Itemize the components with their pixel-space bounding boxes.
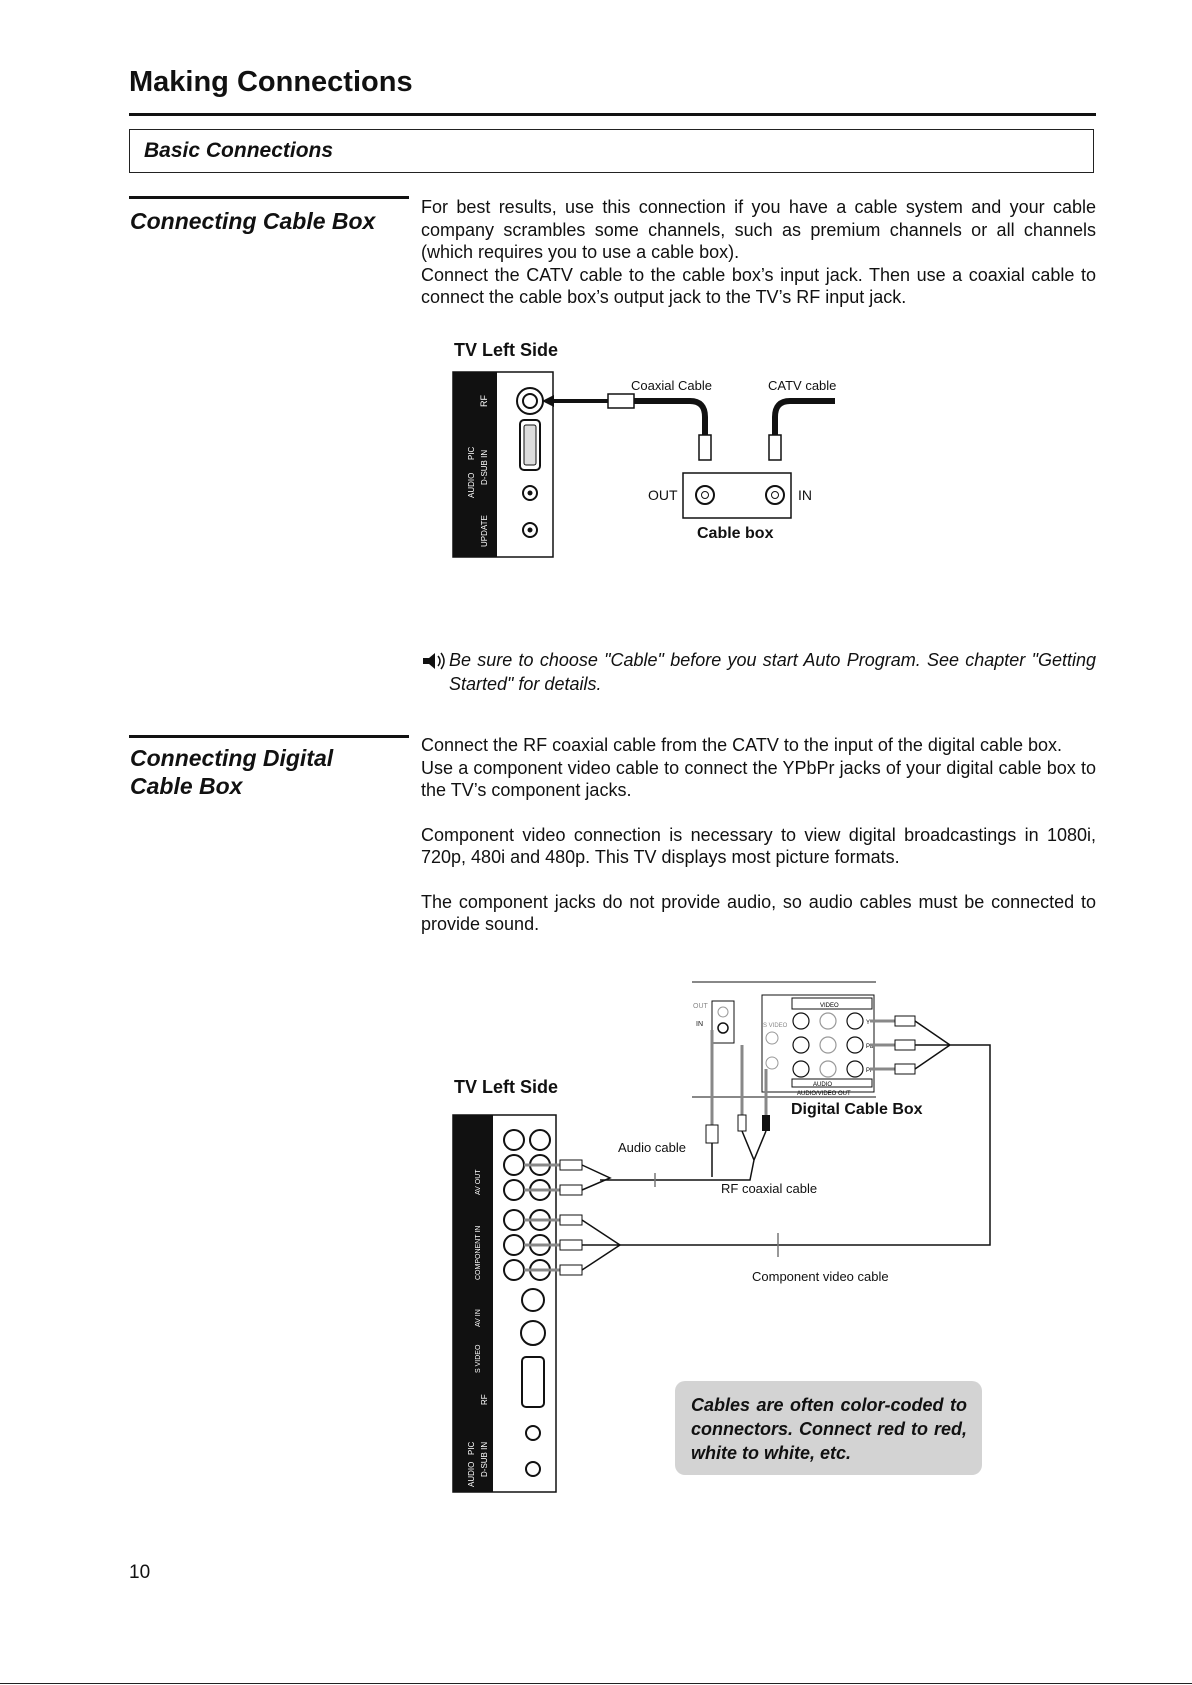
svg-text:OUT: OUT: [693, 1003, 708, 1010]
page-number: 10: [129, 1562, 151, 1583]
cable-box-rule: [129, 196, 409, 199]
cable-box-paragraph-1: For best results, use this connection if you have a cable system and your cable company scrambles some channels, such as premium channels or all channels (which requires you to use a cable box).: [421, 197, 1096, 262]
in-label: IN: [798, 487, 812, 503]
note-text: Be sure to choose "Cable" before you start Auto Program. See chapter "Getting Started" for details.: [449, 650, 1096, 694]
digital-box-paragraph-4: The component jacks do not provide audio, so audio cables must be connected to provide sound.: [421, 891, 1096, 934]
digital-box-heading-line-2: Cable Box: [130, 773, 243, 799]
cable-box-heading: Connecting Cable Box: [130, 208, 376, 234]
svg-text:AV OUT: AV OUT: [475, 1169, 482, 1195]
cable-box-label: Cable box: [697, 525, 774, 542]
panel-rf-label: RF: [479, 395, 489, 407]
out-label: OUT: [648, 487, 678, 503]
digital-box-paragraph-3: Component video connection is necessary to view digital broadcastings in 1080i, 720p, 480i and 480p. This TV displays most picture formats.: [421, 824, 1096, 867]
digital-box-heading: [130, 744, 430, 800]
svg-text:PIC: PIC: [467, 446, 476, 460]
svg-text:AUDIO: AUDIO: [467, 472, 476, 498]
page-title: Making Connections: [129, 66, 413, 98]
svg-text:IN: IN: [696, 1021, 703, 1028]
tip-box: [675, 1381, 982, 1475]
tv-left-side-label-1: TV Left Side: [454, 340, 559, 360]
svg-text:AUDIO: AUDIO: [813, 1082, 833, 1088]
svg-text:Pr: Pr: [866, 1068, 872, 1074]
digital-box-paragraph-2: Use a component video cable to connect the YPbPr jacks of your digital cable box to the TV’s component jacks.: [421, 757, 1096, 800]
svg-text:S VIDEO: S VIDEO: [475, 1344, 482, 1373]
cable-box-paragraph-2: Connect the CATV cable to the cable box’s input jack. Then use a coaxial cable to connect the cable box’s output jack to the TV’s RF input jack.: [421, 264, 1096, 307]
tv-left-side-label-2: TV Left Side: [454, 1077, 559, 1097]
digital-cable-box-label: Digital Cable Box: [791, 1101, 923, 1118]
svg-text:PIC: PIC: [467, 1441, 476, 1455]
digital-box-rule: [129, 735, 409, 738]
cable-box-text: [421, 196, 1096, 309]
svg-text:D-SUB IN: D-SUB IN: [480, 1441, 489, 1477]
svg-text:RF: RF: [480, 1394, 489, 1405]
title-rule: [129, 113, 1096, 116]
svg-text:AUDIO: AUDIO: [467, 1461, 476, 1487]
component-cable-label: Component video cable: [752, 1269, 889, 1284]
digital-box-paragraph-1: Connect the RF coaxial cable from the CATV to the input of the digital cable box.: [421, 735, 1063, 755]
cable-box-diagram: [450, 365, 850, 560]
svg-text:COMPONENT IN: COMPONENT IN: [475, 1225, 482, 1280]
digital-box-heading-line-1: Connecting Digital: [130, 745, 334, 771]
rf-coaxial-cable-label: RF coaxial cable: [721, 1181, 818, 1196]
svg-text:Pb: Pb: [866, 1044, 874, 1050]
svg-text:D-SUB IN: D-SUB IN: [480, 449, 489, 485]
svg-text:VIDEO: VIDEO: [820, 1003, 839, 1009]
note: [421, 648, 1096, 696]
svg-text:S VIDEO: S VIDEO: [763, 1023, 788, 1029]
section-title: Basic Connections: [144, 139, 334, 162]
bottom-rule: [0, 1683, 1192, 1684]
digital-box-text: [421, 734, 1096, 936]
section-box: [129, 129, 1094, 173]
svg-text:AUDIO/VIDEO OUT: AUDIO/VIDEO OUT: [797, 1091, 851, 1097]
tip-text: Cables are often color-coded to connectors. Connect red to red, white to white, etc.: [691, 1395, 967, 1463]
svg-text:Y: Y: [866, 1020, 871, 1026]
coaxial-cable-label: Coaxial Cable: [631, 378, 712, 393]
svg-text:AV IN: AV IN: [475, 1309, 482, 1327]
catv-cable-label: CATV cable: [768, 378, 837, 393]
audio-cable-label: Audio cable: [618, 1140, 686, 1155]
svg-text:UPDATE: UPDATE: [480, 515, 489, 547]
speaker-icon: [421, 650, 447, 672]
